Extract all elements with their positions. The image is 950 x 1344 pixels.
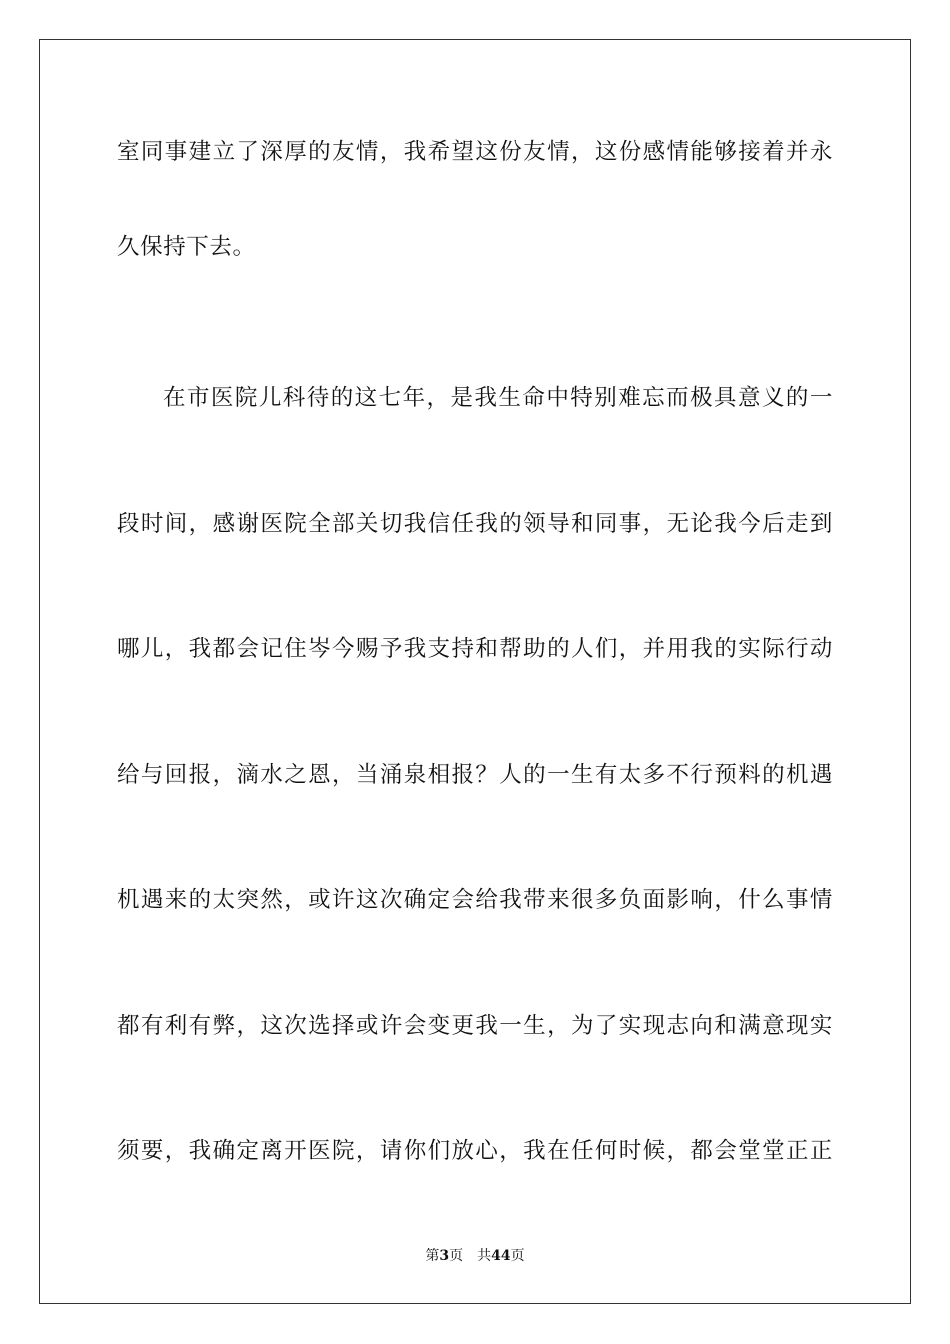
page-footer xyxy=(0,1247,950,1265)
total-prefix: 共 xyxy=(477,1248,492,1264)
body-line-1: 室同事建立了深厚的友情，我希望这份友情，这份感情能够接着并永 xyxy=(117,139,833,165)
page-prefix: 第 xyxy=(425,1248,440,1264)
page-number: 3 xyxy=(439,1248,450,1264)
body-line-6: 给与回报，滴水之恩，当涌泉相报？人的一生有太多不行预料的机遇 xyxy=(117,762,833,788)
page-border xyxy=(39,39,911,1304)
body-line-2: 久保持下去。 xyxy=(117,234,256,260)
body-line-8: 都有利有弊，这次选择或许会变更我一生，为了实现志向和满意现实 xyxy=(117,1013,833,1039)
body-line-7: 机遇来的太突然，或许这次确定会给我带来很多负面影响，什么事情 xyxy=(117,887,833,913)
page-suffix: 页 xyxy=(449,1248,464,1264)
total-suffix: 页 xyxy=(510,1248,525,1264)
body-line-9: 须要，我确定离开医院，请你们放心，我在任何时候，都会堂堂正正 xyxy=(117,1138,833,1164)
total-pages: 44 xyxy=(491,1248,511,1264)
body-line-5: 哪儿，我都会记住岑今赐予我支持和帮助的人们，并用我的实际行动 xyxy=(117,636,833,662)
body-line-4: 段时间，感谢医院全部关切我信任我的领导和同事，无论我今后走到 xyxy=(117,511,833,537)
body-line-3: 在市医院儿科待的这七年，是我生命中特别难忘而极具意义的一 xyxy=(163,385,833,411)
